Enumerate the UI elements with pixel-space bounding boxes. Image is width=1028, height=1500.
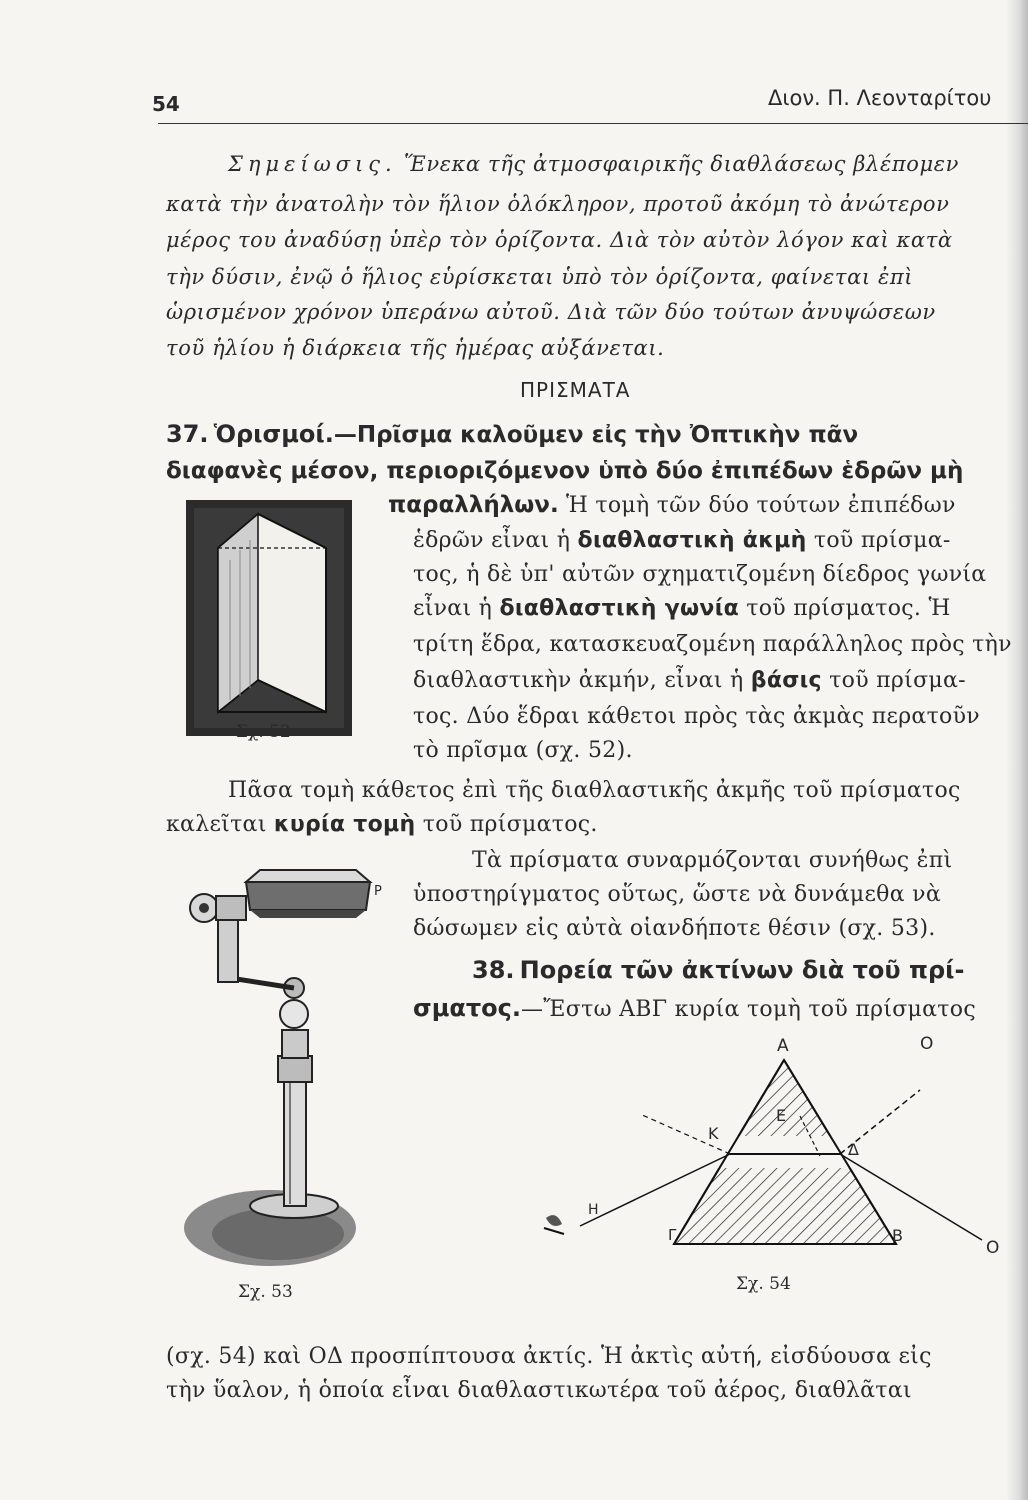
fig54-label-e: Ε (776, 1106, 787, 1125)
section-37-line-7: τρίτη ἕδρα, κατασκευαζομένη παράλληλος πρὸς τὴν (413, 632, 1012, 657)
section-37-line-10: τὸ πρῖσμα (σχ. 52). (413, 738, 633, 763)
text: διαθλαστικὴν ἀκμήν, εἶναι ἡ (413, 668, 751, 693)
section-37-line-6 (413, 596, 951, 621)
text: τοῦ πρίσματος. (415, 812, 598, 837)
fig54-label-k: Κ (708, 1124, 719, 1143)
figure-53-label-p: P (374, 884, 382, 899)
term-refracting-angle: διαθλαστικὴ γωνία (499, 596, 739, 621)
section-37-line-15: δώσωμεν εἰς αὐτὰ οἱανδήποτε θέσιν (σχ. 53). (413, 916, 936, 941)
fig54-label-g: Γ (668, 1226, 677, 1244)
fig54-label-delta: Δ (848, 1140, 859, 1159)
section-title: ΠΡΙΣΜΑΤΑ (520, 378, 631, 402)
section-38-line-3: (σχ. 54) καὶ ΟΔ προσπίπτουσα ἀκτίς. Ἡ ἀκτὶς αὐτή, εἰσδύουσα εἰς (166, 1344, 932, 1369)
section-37-line-9: τος. Δύο ἕδραι κάθετοι πρὸς τὰς ἀκμὰς περατοῦν (413, 704, 980, 729)
section-37-line-1 (166, 420, 858, 448)
fig54-label-o-bottom: O (986, 1238, 1000, 1258)
header-rule (158, 123, 1028, 124)
section-37-line-3 (388, 492, 956, 518)
section-37-title: Ὁρισμοί. (213, 420, 334, 448)
page-edge-shadow (1006, 0, 1028, 1500)
running-head-author: Διον. Π. Λεονταρίτου (768, 86, 992, 110)
section-37-text: —Πρῖσμα καλοῦμεν εἰς τὴν Ὀπτικὴν πᾶν (333, 422, 859, 448)
term-base: βάσις (750, 668, 822, 693)
fig54-label-h: Η (588, 1202, 599, 1218)
figure-52-caption: Σχ. 52 (236, 722, 291, 742)
section-37-line-4 (413, 528, 951, 553)
fig54-label-a: Α (777, 1036, 789, 1056)
term-refracting-edge: διαθλαστικὴ ἀκμὴ (577, 528, 807, 553)
fig54-label-o-top: O (920, 1034, 934, 1054)
figure-54-ray-diagram (520, 1030, 1000, 1270)
note-text: Ἕνεκα τῆς ἀτμοσφαιρικῆς διαθλάσεως βλέπομεν (404, 152, 959, 176)
section-38-line-1 (472, 956, 964, 984)
text: εἶναι ἡ (413, 596, 500, 621)
section-37-line-2: διαφανὲς μέσον, περιοριζόμενον ὑπὸ δύο ἐπιπέδων ἑδρῶν μὴ (166, 458, 964, 484)
fig54-label-b: Β (892, 1226, 903, 1245)
section-38-line-4: τὴν ὕαλον, ἡ ὁποία εἶναι διαθλαστικωτέρα τοῦ ἀέρος, διαθλᾶται (166, 1378, 912, 1403)
section-38-title-b: σματος. (413, 994, 521, 1022)
text: τοῦ πρίσμα- (821, 668, 966, 693)
text: καλεῖται (166, 812, 274, 837)
note-line-6: τοῦ ἡλίου ἡ διάρκεια τῆς ἡμέρας αὐξάνεται. (166, 336, 665, 360)
text: —Ἔστω ΑΒΓ κυρία τομὴ τοῦ πρίσματος (521, 997, 976, 1022)
figure-54-caption: Σχ. 54 (736, 1274, 791, 1294)
section-38-line-2 (413, 994, 976, 1022)
term-principal-section: κυρία τομὴ (273, 812, 416, 837)
figure-53-prism-stand (170, 860, 400, 1280)
section-37-number: 37. (166, 420, 209, 448)
note-label: Σημείωσις. (228, 152, 397, 176)
section-37-line-13: Τὰ πρίσματα συναρμόζονται συνήθως ἐπὶ (472, 848, 953, 873)
text: ἑδρῶν εἶναι ἡ (413, 528, 578, 553)
page-number: 54 (152, 92, 180, 116)
figure-53-caption: Σχ. 53 (238, 1282, 293, 1302)
section-38-title-a: Πορεία τῶν ἀκτίνων διὰ τοῦ πρί- (519, 956, 965, 984)
note-line-3: μέρος του ἀναδύσῃ ὑπὲρ τὸν ὁρίζοντα. Διὰ τὸν αὐτὸν λόγον καὶ κατὰ (166, 228, 953, 252)
text: τοῦ πρίσμα- (806, 528, 951, 553)
section-38-number: 38. (472, 956, 515, 984)
note-line-1 (228, 152, 959, 176)
text: Ἡ τομὴ τῶν δύο τούτων ἐπιπέδων (558, 493, 956, 518)
section-37-line-12 (166, 812, 598, 837)
section-37-line-14: ὑποστηρίγματος οὕτως, ὥστε νὰ δυνάμεθα νὰ (413, 882, 941, 907)
section-37-line-5: τος, ἡ δὲ ὑπ' αὐτῶν σχηματιζομένη δίεδρος γωνία (413, 562, 987, 587)
term-parallel: παραλλήλων. (388, 492, 559, 518)
note-line-2: κατὰ τὴν ἀνατολὴν τὸν ἥλιον ὁλόκληρον, προτοῦ ἀκόμη τὸ ἀνώτερον (166, 192, 950, 216)
section-37-line-11: Πᾶσα τομὴ κάθετος ἐπὶ τῆς διαθλαστικῆς ἀκμῆς τοῦ πρίσματος (228, 778, 961, 803)
note-line-4: τὴν δύσιν, ἐνῷ ὁ ἥλιος εὑρίσκεται ὑπὸ τὸν ὁρίζοντα, φαίνεται ἐπὶ (166, 265, 914, 289)
section-37-line-8 (413, 668, 966, 693)
text: τοῦ πρίσματος. Ἡ (738, 596, 951, 621)
note-line-5: ὡρισμένον χρόνον ὑπεράνω αὐτοῦ. Διὰ τῶν δύο τούτων ἀνυψώσεων (166, 300, 936, 324)
figure-52-prism (186, 500, 352, 736)
